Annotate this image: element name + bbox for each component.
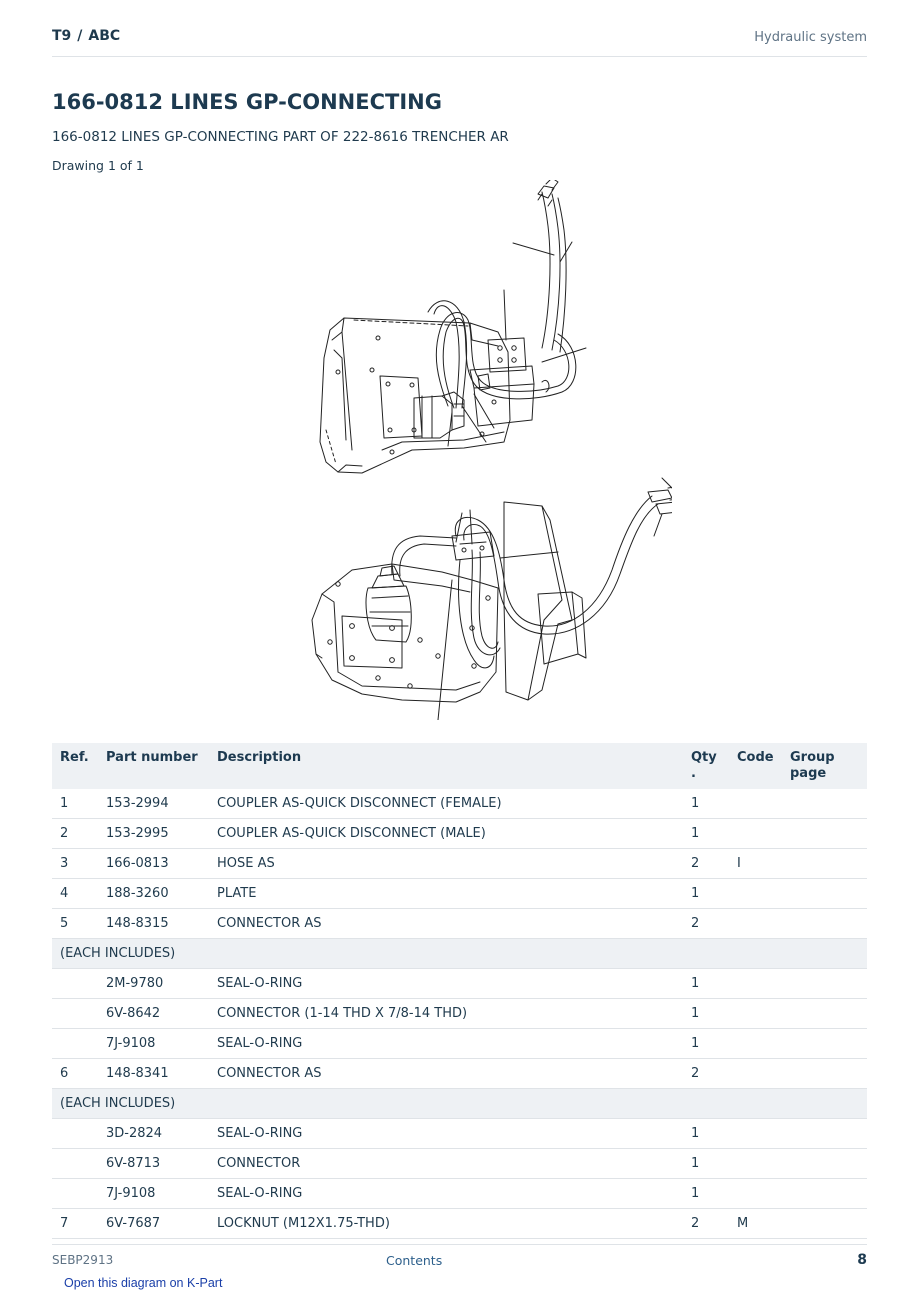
cell-group-page <box>782 1179 867 1209</box>
cell-qty: 1 <box>683 1149 729 1179</box>
cell-group-page <box>782 1149 867 1179</box>
cell-description: HOSE AS <box>209 849 683 879</box>
footer-divider <box>52 1244 867 1245</box>
cell-ref <box>52 1149 98 1179</box>
cell-qty: 1 <box>683 879 729 909</box>
cell-qty: 2 <box>683 849 729 879</box>
cell-qty: 1 <box>683 819 729 849</box>
column-header-group-page: Group page <box>782 743 867 789</box>
table-row <box>52 879 867 909</box>
table-row <box>52 789 867 819</box>
cell-qty: 1 <box>683 999 729 1029</box>
page-subtitle: 166-0812 LINES GP-CONNECTING PART OF 222-8616 TRENCHER AR <box>52 129 509 145</box>
cell-description: CONNECTOR <box>209 1149 683 1179</box>
cell-qty: 1 <box>683 969 729 999</box>
cell-code <box>729 789 782 819</box>
upper-assembly-drawing <box>320 180 586 473</box>
cell-group-page <box>782 1029 867 1059</box>
cell-part-number[interactable]: 2M-9780 <box>98 969 209 999</box>
lower-assembly-drawing <box>312 468 672 720</box>
table-row <box>52 969 867 999</box>
cell-description: COUPLER AS-QUICK DISCONNECT (FEMALE) <box>209 789 683 819</box>
cell-description: PLATE <box>209 879 683 909</box>
parts-diagram <box>242 180 672 720</box>
cell-description: CONNECTOR AS <box>209 909 683 939</box>
cell-group-page <box>782 909 867 939</box>
cell-qty: 1 <box>683 1119 729 1149</box>
page-title: 166-0812 LINES GP-CONNECTING <box>52 90 442 114</box>
cell-description: SEAL-O-RING <box>209 1179 683 1209</box>
cell-code <box>729 1059 782 1089</box>
cell-code <box>729 1149 782 1179</box>
cell-group-page <box>782 1119 867 1149</box>
cell-part-number[interactable]: 3D-2824 <box>98 1119 209 1149</box>
cell-part-number[interactable]: 6V-8642 <box>98 999 209 1029</box>
cell-group-page <box>782 849 867 879</box>
table-row <box>52 1149 867 1179</box>
cell-ref <box>52 969 98 999</box>
cell-ref <box>52 1029 98 1059</box>
cell-qty: 2 <box>683 1059 729 1089</box>
cell-part-number[interactable]: 153-2994 <box>98 789 209 819</box>
cell-ref <box>52 999 98 1029</box>
table-row <box>52 849 867 879</box>
cell-group-page <box>782 999 867 1029</box>
cell-part-number[interactable]: 166-0813 <box>98 849 209 879</box>
cell-code <box>729 879 782 909</box>
breadcrumb-item-model[interactable]: T9 <box>52 28 72 44</box>
table-row <box>52 999 867 1029</box>
cell-group-page <box>782 969 867 999</box>
parts-table <box>52 743 867 1239</box>
cell-qty: 2 <box>683 909 729 939</box>
column-header-ref: Ref. <box>52 743 98 789</box>
table-row <box>52 1119 867 1149</box>
contents-link[interactable]: Contents <box>386 1253 443 1268</box>
cell-ref: 1 <box>52 789 98 819</box>
cell-qty: 2 <box>683 1209 729 1239</box>
cell-group-page <box>782 1059 867 1089</box>
table-row <box>52 819 867 849</box>
cell-ref: 5 <box>52 909 98 939</box>
table-note-row <box>52 939 867 969</box>
document-id: SEBP2913 <box>52 1253 114 1267</box>
note-text: (EACH INCLUDES) <box>52 939 867 969</box>
cell-part-number[interactable]: 153-2995 <box>98 819 209 849</box>
table-row <box>52 1209 867 1239</box>
cell-code <box>729 1119 782 1149</box>
breadcrumb-separator: / <box>77 28 83 44</box>
cell-code <box>729 999 782 1029</box>
cell-description: COUPLER AS-QUICK DISCONNECT (MALE) <box>209 819 683 849</box>
cell-code: M <box>729 1209 782 1239</box>
cell-description: SEAL-O-RING <box>209 1119 683 1149</box>
cell-part-number[interactable]: 6V-8713 <box>98 1149 209 1179</box>
cell-group-page <box>782 789 867 819</box>
cell-description: CONNECTOR AS <box>209 1059 683 1089</box>
cell-qty: 1 <box>683 789 729 819</box>
cell-description: SEAL-O-RING <box>209 1029 683 1059</box>
column-header-qty: Qty . <box>683 743 729 789</box>
parts-table-body <box>52 789 867 1239</box>
open-kpart-link[interactable]: Open this diagram on K-Part <box>64 1276 223 1290</box>
cell-group-page <box>782 1209 867 1239</box>
drawing-label: Drawing 1 of 1 <box>52 158 144 173</box>
breadcrumb <box>52 28 120 44</box>
cell-qty: 1 <box>683 1179 729 1209</box>
cell-description: SEAL-O-RING <box>209 969 683 999</box>
column-header-description: Description <box>209 743 683 789</box>
cell-ref: 6 <box>52 1059 98 1089</box>
cell-part-number[interactable]: 7J-9108 <box>98 1179 209 1209</box>
cell-part-number[interactable]: 7J-9108 <box>98 1029 209 1059</box>
cell-code <box>729 1029 782 1059</box>
cell-description: CONNECTOR (1-14 THD X 7/8-14 THD) <box>209 999 683 1029</box>
table-header-row <box>52 743 867 789</box>
cell-part-number[interactable]: 148-8315 <box>98 909 209 939</box>
page-header <box>52 28 867 57</box>
cell-ref: 7 <box>52 1209 98 1239</box>
cell-part-number[interactable]: 188-3260 <box>98 879 209 909</box>
cell-ref <box>52 1119 98 1149</box>
cell-code <box>729 819 782 849</box>
table-row <box>52 1059 867 1089</box>
cell-group-page <box>782 879 867 909</box>
cell-code <box>729 969 782 999</box>
cell-ref <box>52 1179 98 1209</box>
table-row <box>52 909 867 939</box>
section-name: Hydraulic system <box>754 30 867 45</box>
column-header-code: Code <box>729 743 782 789</box>
column-header-part-number: Part number <box>98 743 209 789</box>
breadcrumb-item-section[interactable]: ABC <box>88 28 121 44</box>
note-text: (EACH INCLUDES) <box>52 1089 867 1119</box>
cell-ref: 3 <box>52 849 98 879</box>
cell-code <box>729 909 782 939</box>
cell-qty: 1 <box>683 1029 729 1059</box>
table-row <box>52 1179 867 1209</box>
table-note-row <box>52 1089 867 1119</box>
cell-description: LOCKNUT (M12X1.75-THD) <box>209 1209 683 1239</box>
cell-code <box>729 1179 782 1209</box>
table-row <box>52 1029 867 1059</box>
cell-part-number[interactable]: 6V-7687 <box>98 1209 209 1239</box>
cell-part-number[interactable]: 148-8341 <box>98 1059 209 1089</box>
cell-ref: 4 <box>52 879 98 909</box>
cell-group-page <box>782 819 867 849</box>
cell-code: I <box>729 849 782 879</box>
page <box>52 0 867 1300</box>
page-number: 8 <box>857 1252 867 1268</box>
cell-ref: 2 <box>52 819 98 849</box>
